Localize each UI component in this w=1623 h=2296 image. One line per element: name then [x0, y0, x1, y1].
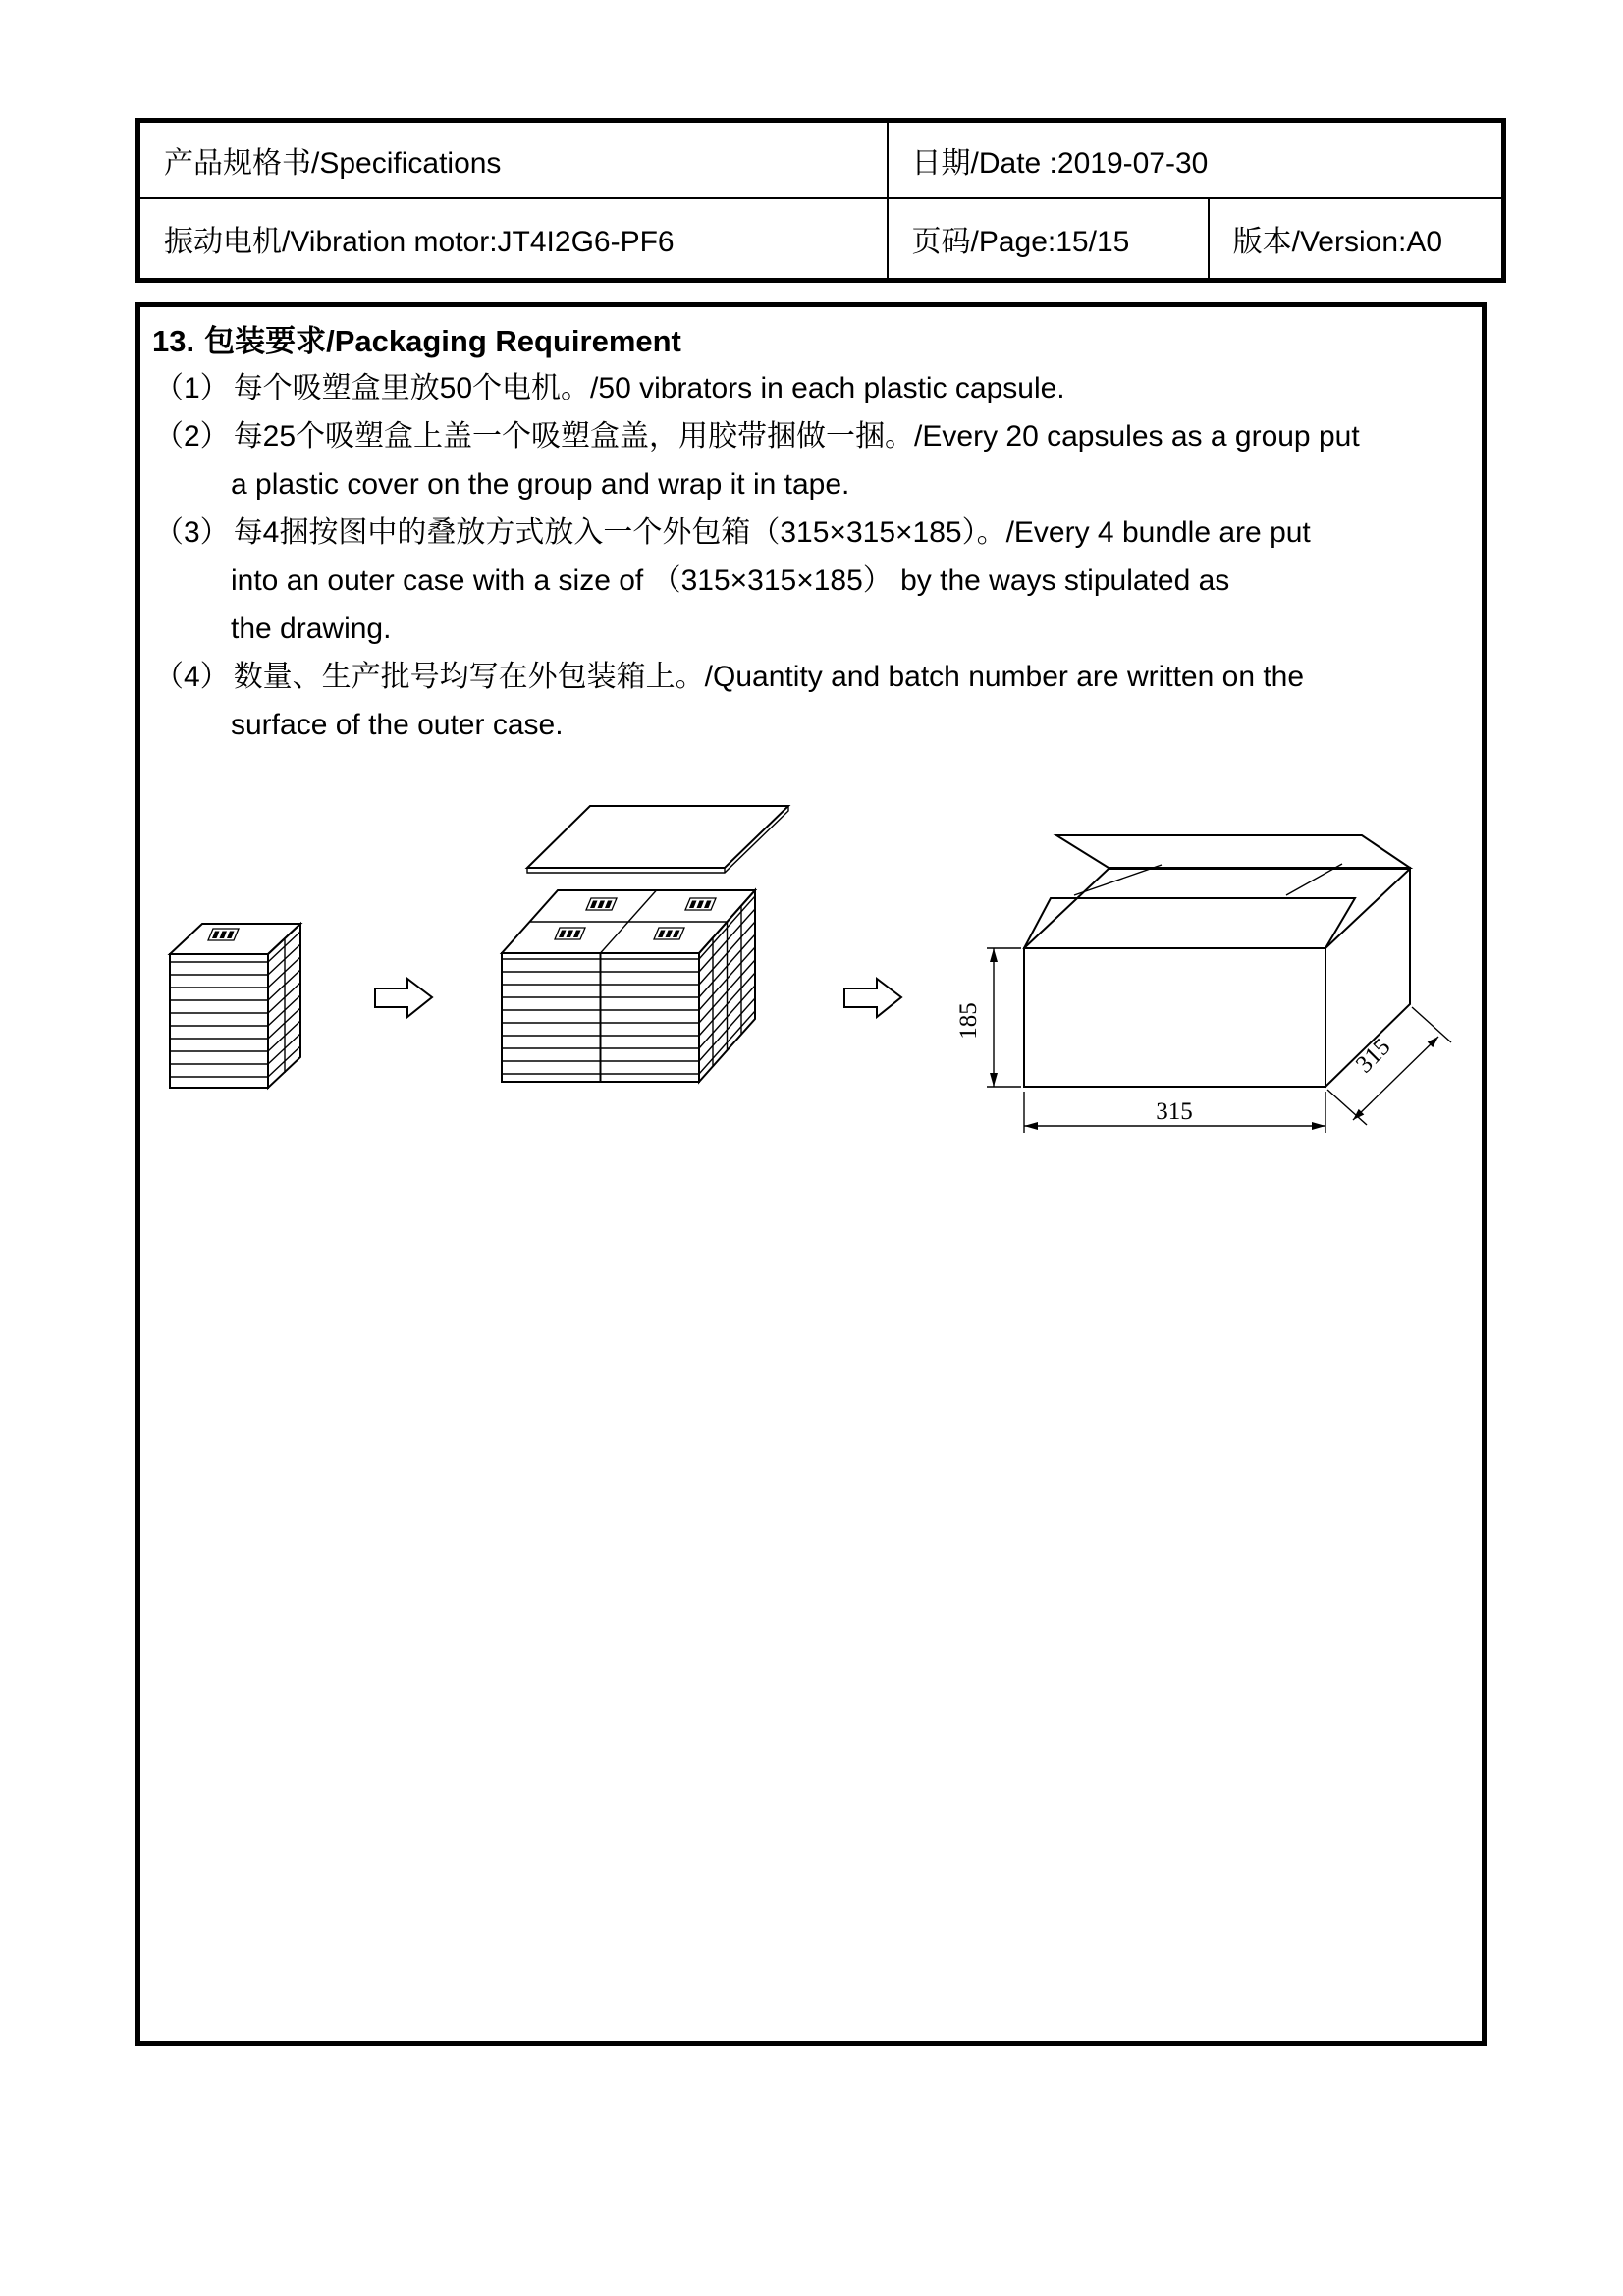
list-item-2-cont: a plastic cover on the group and wrap it in tape. [231, 468, 850, 501]
section-title-text: 包装要求/Packaging Requirement [204, 324, 681, 358]
header-row-2 [140, 197, 1501, 278]
list-item-4 [140, 653, 1482, 701]
item-text: 每个吸塑盒里放50个电机。/50 vibrators in each plastic capsule. [233, 372, 1065, 404]
header-row-1 [140, 123, 1501, 197]
packaging-requirement-section [135, 302, 1487, 2046]
document-title: 产品规格书/Specifications [164, 147, 502, 180]
spec-header-table [135, 118, 1506, 283]
list-item-3-cont: into an outer case with a size of （315×315×185） by the ways stipulated as [231, 564, 1230, 597]
item-text: 每4捆按图中的叠放方式放入一个外包箱（315×315×185）。/Every 4 bundle are put [233, 516, 1311, 549]
list-item-2 [140, 412, 1482, 460]
list-item-1 [140, 364, 1482, 412]
item-text: 每25个吸塑盒上盖一个吸塑盒盖，用胶带捆做一捆。/Every 20 capsules as a group put [233, 420, 1360, 453]
section-title [140, 307, 1482, 364]
item-text: 数量、生产批号均写在外包装箱上。/Quantity and batch number are written on the [233, 661, 1305, 693]
item-number: （1） [154, 372, 230, 404]
document-date: 日期/Date :2019-07-30 [887, 123, 1501, 197]
dimension-label: 315 [1350, 1033, 1396, 1079]
item-number: （2） [154, 420, 230, 453]
page-number: 页码/Page:15/15 [887, 199, 1208, 278]
dimension-label: 185 [955, 1002, 982, 1040]
product-name: 振动电机/Vibration motor:JT4I2G6-PF6 [164, 226, 675, 258]
item-number: （3） [154, 516, 230, 549]
section-number: 13. [152, 324, 195, 358]
list-item-4-cont: surface of the outer case. [231, 709, 564, 741]
item-number: （4） [154, 661, 230, 693]
list-item-3-cont: the drawing. [231, 613, 392, 645]
dimension-label: 315 [1156, 1098, 1193, 1125]
document-version: 版本/Version:A0 [1208, 199, 1501, 278]
list-item-3 [140, 508, 1482, 557]
